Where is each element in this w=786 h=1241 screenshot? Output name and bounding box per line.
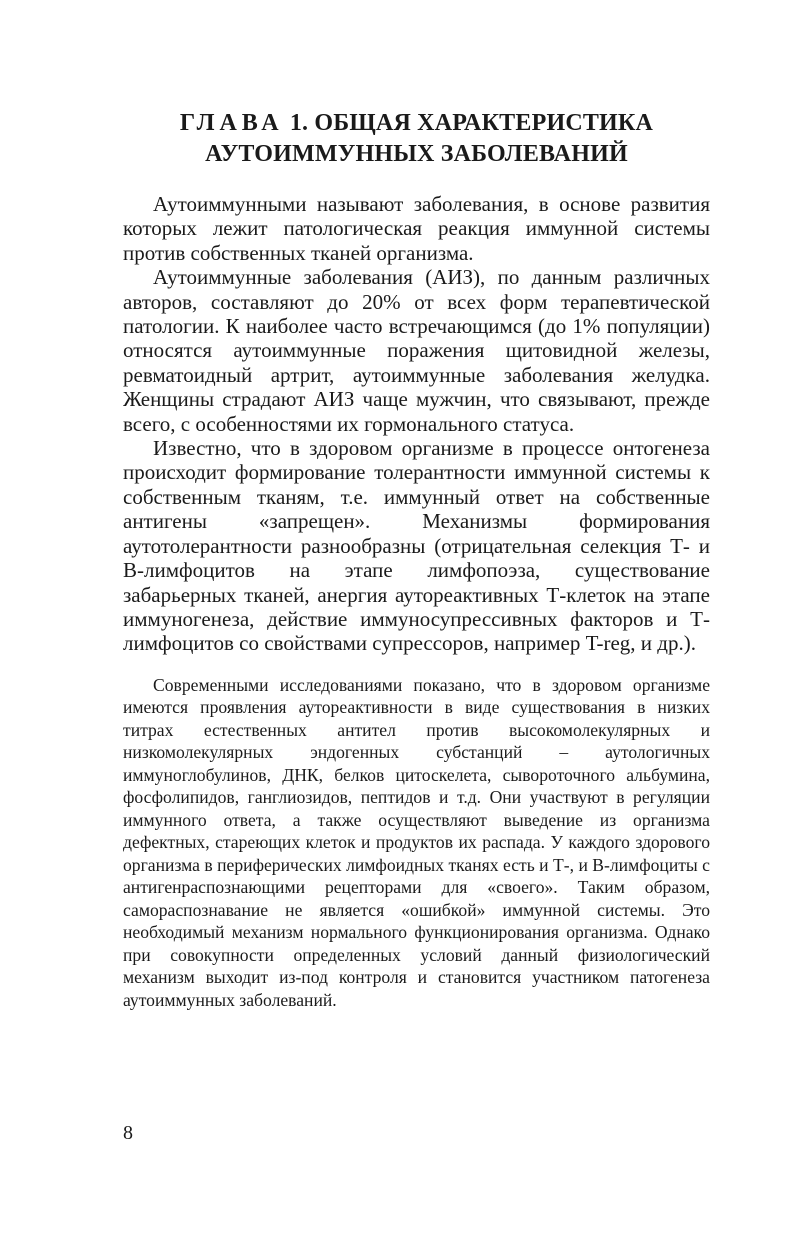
paragraph-2: Аутоиммунные заболевания (АИЗ), по данным различных авторов, составляют до 20% от всех форм терапевтической патологии. К наиболее часто встречающимся (до 1% популяции) относятся аутоиммунные поражения щитовидной железы, ревматоидный артрит, аутоиммунные заболевания желудка. Женщины страдают АИЗ чаще мужчин, что связывают, прежде всего, с особенностями их гормонального статуса. (123, 265, 710, 436)
book-page (123, 108, 710, 1011)
chapter-title-line2: АУТОИММУННЫХ ЗАБОЛЕВАНИЙ (205, 141, 628, 167)
chapter-title (123, 108, 710, 170)
chapter-label: ГЛАВА (179, 110, 284, 136)
main-text (123, 192, 710, 656)
paragraph-1: Аутоиммунными называют заболевания, в основе развития которых лежит патологическая реакция иммунной системы против собственных тканей организма. (123, 192, 710, 265)
small-print-section (123, 674, 710, 1012)
small-paragraph: Современными исследованиями показано, что в здоровом организме имеются проявления аутореактивности в виде существования в низких титрах естественных антител против высокомолекулярных и низкомолекулярных эндогенных субстанций – аутологичных иммуноглобулинов, ДНК, белков цитоскелета, сывороточного альбумина, фосфолипидов, ганглиозидов, пептидов и т.д. Они участвуют в регуляции иммунного ответа, а также осуществляют выведение из организма дефектных, стареющих клеток и продуктов их распада. У каждого здорового организма в периферических лимфоидных тканях есть и Т-, и В-лимфоциты с антигенраспознающими рецепторами для «своего». Таким образом, самораспознавание не является «ошибкой» иммунной системы. Это необходимый механизм нормального функционирования организма. Однако при совокупности определенных условий данный физиологический механизм выходит из-под контроля и становится участником патогенеза аутоиммунных заболеваний. (123, 674, 710, 1010)
page-number: 8 (123, 1122, 133, 1144)
chapter-title-line1: 1. ОБЩАЯ ХАРАКТЕРИСТИКА (289, 110, 654, 136)
paragraph-3: Известно, что в здоровом организме в процессе онтогенеза происходит формирование толерантности иммунной системы к собственным тканям, т.е. иммунный ответ на собственные антигены «запрещен». Механизмы формирования аутотолерантности разнообразны (отрицательная селекция Т- и В-лимфоцитов на этапе лимфопоэза, существование забарьерных тканей, анергия аутореактивных Т-клеток на этапе иммуногенеза, действие иммуносупрессивных факторов и Т-лимфоцитов со свойствами супрессоров, например T-reg, и др.). (123, 436, 710, 656)
